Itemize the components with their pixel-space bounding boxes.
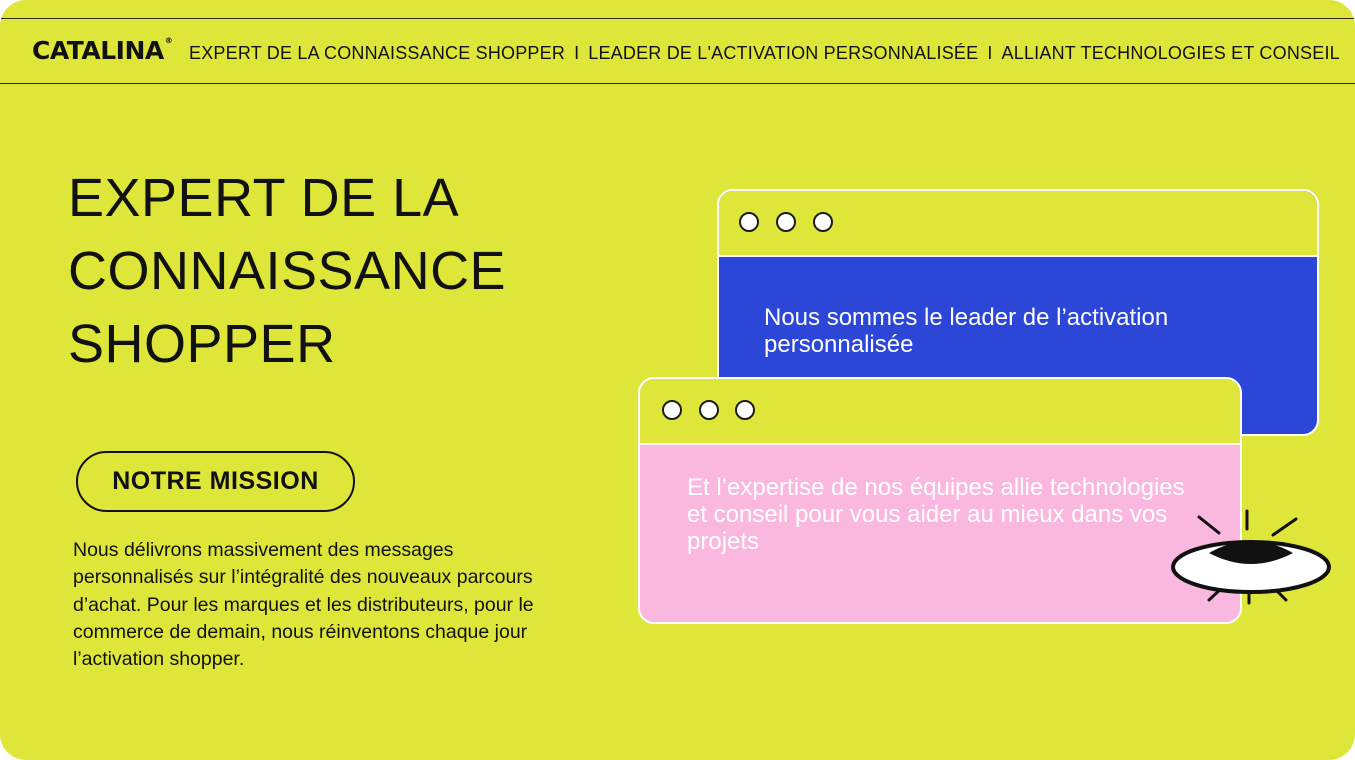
top-nav [189, 43, 1340, 64]
expertise-window-text: Et l’expertise de nos équipes allie technologies et conseil pour vous aider au mieux dans vos projets [687, 474, 1185, 555]
leader-window-text: Nous sommes le leader de l’activation personnalisée [764, 304, 1169, 358]
mission-paragraph: Nous délivrons massivement des messages personnalisés sur l’intégralité des nouveaux parcours d’achat. Pour les marques et les distributeurs, pour le commerce de demain, nous réinventons chaque jour l’activation shopper. [73, 539, 534, 671]
window-dot-icon [776, 212, 796, 232]
nav-item-alliant[interactable]: ALLIANT TECHNOLOGIES ET CONSEIL [1001, 43, 1340, 63]
nav-item-leader[interactable]: LEADER DE L'ACTIVATION PERSONNALISÉE [588, 43, 979, 63]
logo-text: CATALINA [32, 36, 164, 65]
window-dot-icon [662, 400, 682, 420]
catalina-logo[interactable] [32, 36, 172, 65]
page-title [68, 162, 506, 381]
nav-item-expert[interactable]: EXPERT DE LA CONNAISSANCE SHOPPER [189, 43, 566, 63]
notre-mission-button[interactable]: NOTRE MISSION [76, 451, 355, 512]
window-dot-icon [813, 212, 833, 232]
window-titlebar [640, 379, 1240, 445]
title-line-1: EXPERT DE LA [68, 168, 460, 228]
logo-registered-mark: ® [164, 36, 173, 45]
window-dot-icon [699, 400, 719, 420]
window-dot-icon [735, 400, 755, 420]
nav-separator: I [987, 43, 993, 63]
eye-icon [1165, 505, 1337, 605]
top-bar [0, 18, 1355, 84]
window-titlebar [719, 191, 1317, 257]
expertise-window-card [638, 377, 1242, 624]
nav-separator: I [574, 43, 580, 63]
title-line-2: CONNAISSANCE [68, 241, 507, 301]
title-line-3: SHOPPER [68, 314, 336, 374]
window-dot-icon [739, 212, 759, 232]
